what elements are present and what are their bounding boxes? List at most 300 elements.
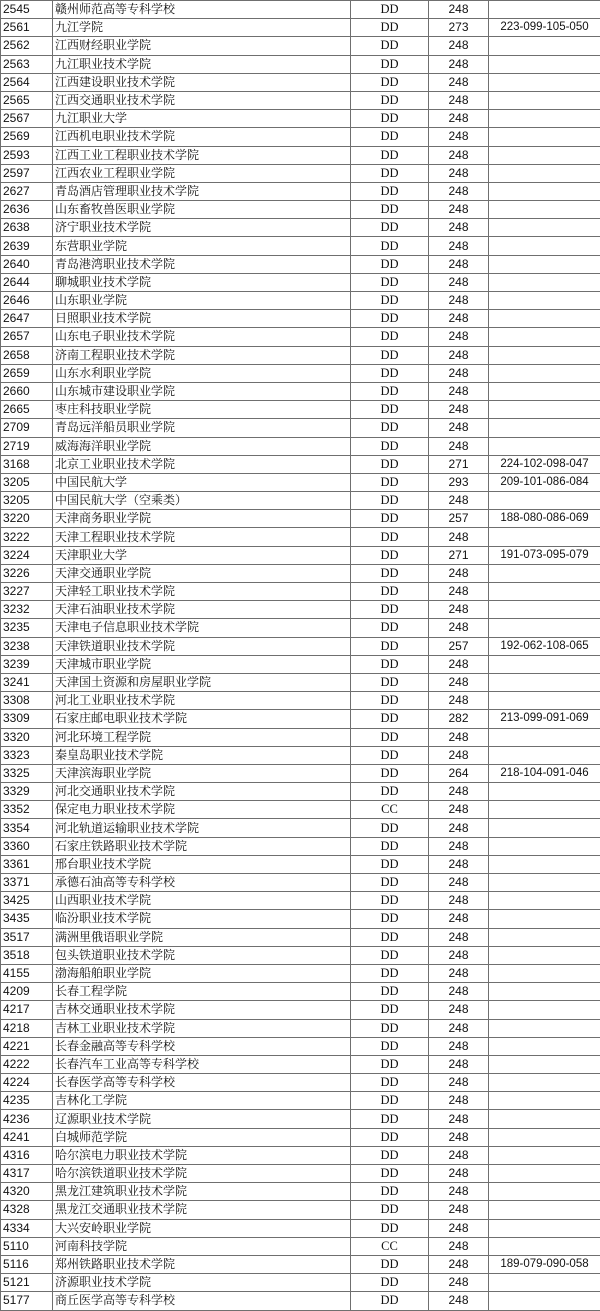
school-name-cell: 济南工程职业技术学院 <box>53 346 351 364</box>
level-cell: DD <box>351 91 429 109</box>
table-row <box>1 255 600 273</box>
school-code-cell: 4224 <box>1 1074 53 1092</box>
extra-scores-cell <box>489 1146 600 1164</box>
table-row <box>1 601 600 619</box>
score-cell: 248 <box>429 983 489 1001</box>
score-cell: 271 <box>429 455 489 473</box>
level-cell: DD <box>351 328 429 346</box>
table-row <box>1 492 600 510</box>
school-code-cell: 3205 <box>1 492 53 510</box>
table-row <box>1 892 600 910</box>
school-name-cell: 满洲里俄语职业学院 <box>53 928 351 946</box>
extra-scores-cell <box>489 292 600 310</box>
school-code-cell: 3320 <box>1 728 53 746</box>
level-cell: DD <box>351 419 429 437</box>
extra-scores-cell <box>489 583 600 601</box>
score-cell: 248 <box>429 492 489 510</box>
school-name-cell: 天津轻工职业技术学院 <box>53 583 351 601</box>
table-row <box>1 583 600 601</box>
school-name-cell: 大兴安岭职业学院 <box>53 1219 351 1237</box>
table-row <box>1 55 600 73</box>
level-cell: DD <box>351 619 429 637</box>
school-name-cell: 石家庄邮电职业技术学院 <box>53 710 351 728</box>
school-code-cell: 3235 <box>1 619 53 637</box>
school-name-cell: 吉林化工学院 <box>53 1092 351 1110</box>
table-row <box>1 1128 600 1146</box>
school-code-cell: 3325 <box>1 764 53 782</box>
score-cell: 248 <box>429 837 489 855</box>
score-cell: 248 <box>429 273 489 291</box>
school-name-cell: 邢台职业技术学院 <box>53 855 351 873</box>
extra-scores-cell <box>489 1128 600 1146</box>
extra-scores-cell: 224-102-098-047 <box>489 455 600 473</box>
level-cell: DD <box>351 219 429 237</box>
extra-scores-cell <box>489 855 600 873</box>
score-cell: 248 <box>429 601 489 619</box>
level-cell: DD <box>351 1 429 19</box>
level-cell: DD <box>351 710 429 728</box>
extra-scores-cell: 192-062-108-065 <box>489 637 600 655</box>
level-cell: DD <box>351 583 429 601</box>
table-row <box>1 564 600 582</box>
school-name-cell: 江西财经职业学院 <box>53 37 351 55</box>
school-name-cell: 长春医学高等专科学校 <box>53 1074 351 1092</box>
level-cell: DD <box>351 273 429 291</box>
school-name-cell: 保定电力职业技术学院 <box>53 801 351 819</box>
level-cell: DD <box>351 182 429 200</box>
school-code-cell: 4218 <box>1 1019 53 1037</box>
table-row <box>1 1019 600 1037</box>
school-code-cell: 3354 <box>1 819 53 837</box>
table-row <box>1 1055 600 1073</box>
school-name-cell: 河南科技学院 <box>53 1237 351 1255</box>
extra-scores-cell <box>489 928 600 946</box>
school-name-cell: 河北交通职业技术学院 <box>53 783 351 801</box>
score-cell: 248 <box>429 292 489 310</box>
school-code-cell: 5177 <box>1 1292 53 1310</box>
school-code-cell: 3241 <box>1 673 53 691</box>
school-code-cell: 3323 <box>1 746 53 764</box>
school-name-cell: 东营职业学院 <box>53 237 351 255</box>
level-cell: DD <box>351 1255 429 1273</box>
extra-scores-cell <box>489 746 600 764</box>
school-name-cell: 中国民航大学 <box>53 473 351 491</box>
school-name-cell: 河北工业职业技术学院 <box>53 692 351 710</box>
school-name-cell: 山东城市建设职业学院 <box>53 382 351 400</box>
level-cell: DD <box>351 1146 429 1164</box>
score-cell: 248 <box>429 910 489 928</box>
table-row <box>1 73 600 91</box>
score-cell: 257 <box>429 637 489 655</box>
school-code-cell: 2660 <box>1 382 53 400</box>
score-cell: 248 <box>429 528 489 546</box>
school-code-cell: 2564 <box>1 73 53 91</box>
extra-scores-cell <box>489 692 600 710</box>
score-cell: 248 <box>429 619 489 637</box>
extra-scores-cell <box>489 182 600 200</box>
score-cell: 248 <box>429 419 489 437</box>
school-name-cell: 威海海洋职业学院 <box>53 437 351 455</box>
school-code-cell: 4217 <box>1 1001 53 1019</box>
school-code-cell: 4334 <box>1 1219 53 1237</box>
extra-scores-cell: 209-101-086-084 <box>489 473 600 491</box>
level-cell: DD <box>351 928 429 946</box>
score-cell: 248 <box>429 1037 489 1055</box>
level-cell: DD <box>351 292 429 310</box>
level-cell: DD <box>351 819 429 837</box>
table-row <box>1 346 600 364</box>
table-row <box>1 546 600 564</box>
school-code-cell: 3309 <box>1 710 53 728</box>
score-cell: 248 <box>429 201 489 219</box>
extra-scores-cell <box>489 146 600 164</box>
score-cell: 248 <box>429 1092 489 1110</box>
level-cell: DD <box>351 492 429 510</box>
school-code-cell: 2644 <box>1 273 53 291</box>
score-cell: 248 <box>429 310 489 328</box>
level-cell: DD <box>351 455 429 473</box>
extra-scores-cell <box>489 1 600 19</box>
school-code-cell: 2640 <box>1 255 53 273</box>
level-cell: DD <box>351 164 429 182</box>
table-row <box>1 1219 600 1237</box>
school-code-cell: 3227 <box>1 583 53 601</box>
table-row <box>1 91 600 109</box>
extra-scores-cell <box>489 437 600 455</box>
school-code-cell: 3352 <box>1 801 53 819</box>
score-cell: 248 <box>429 1237 489 1255</box>
table-row <box>1 182 600 200</box>
school-code-cell: 3168 <box>1 455 53 473</box>
table-row <box>1 110 600 128</box>
table-row <box>1 673 600 691</box>
table-row <box>1 128 600 146</box>
level-cell: DD <box>351 946 429 964</box>
school-code-cell: 2561 <box>1 19 53 37</box>
school-code-cell: 3239 <box>1 655 53 673</box>
table-row <box>1 837 600 855</box>
level-cell: DD <box>351 983 429 1001</box>
school-name-cell: 商丘医学高等专科学校 <box>53 1292 351 1310</box>
level-cell: DD <box>351 1183 429 1201</box>
school-code-cell: 2659 <box>1 364 53 382</box>
school-code-cell: 4328 <box>1 1201 53 1219</box>
extra-scores-cell: 213-099-091-069 <box>489 710 600 728</box>
school-name-cell: 江西交通职业技术学院 <box>53 91 351 109</box>
score-cell: 248 <box>429 328 489 346</box>
table-row <box>1 1292 600 1310</box>
school-name-cell: 吉林工业职业技术学院 <box>53 1019 351 1037</box>
school-code-cell: 2647 <box>1 310 53 328</box>
table-row <box>1 874 600 892</box>
school-code-cell: 2569 <box>1 128 53 146</box>
score-cell: 248 <box>429 1183 489 1201</box>
extra-scores-cell <box>489 419 600 437</box>
school-name-cell: 山西职业技术学院 <box>53 892 351 910</box>
extra-scores-cell <box>489 1274 600 1292</box>
extra-scores-cell <box>489 1074 600 1092</box>
school-name-cell: 山东电子职业技术学院 <box>53 328 351 346</box>
school-name-cell: 中国民航大学（空乘类） <box>53 492 351 510</box>
school-code-cell: 4316 <box>1 1146 53 1164</box>
extra-scores-cell <box>489 783 600 801</box>
school-code-cell: 2638 <box>1 219 53 237</box>
school-name-cell: 天津石油职业技术学院 <box>53 601 351 619</box>
school-name-cell: 哈尔滨电力职业技术学院 <box>53 1146 351 1164</box>
school-code-cell: 2719 <box>1 437 53 455</box>
level-cell: DD <box>351 1074 429 1092</box>
extra-scores-cell <box>489 1055 600 1073</box>
extra-scores-cell <box>489 619 600 637</box>
school-code-cell: 3517 <box>1 928 53 946</box>
table-row <box>1 328 600 346</box>
score-cell: 248 <box>429 55 489 73</box>
school-name-cell: 赣州师范高等专科学校 <box>53 1 351 19</box>
extra-scores-cell <box>489 874 600 892</box>
extra-scores-cell <box>489 1183 600 1201</box>
level-cell: DD <box>351 1110 429 1128</box>
score-cell: 248 <box>429 1001 489 1019</box>
table-row <box>1 201 600 219</box>
extra-scores-cell <box>489 237 600 255</box>
extra-scores-cell: 223-099-105-050 <box>489 19 600 37</box>
extra-scores-cell <box>489 128 600 146</box>
score-cell: 248 <box>429 1019 489 1037</box>
table-row <box>1 855 600 873</box>
school-name-cell: 日照职业技术学院 <box>53 310 351 328</box>
school-name-cell: 河北轨道运输职业技术学院 <box>53 819 351 837</box>
table-row <box>1 1110 600 1128</box>
school-name-cell: 北京工业职业技术学院 <box>53 455 351 473</box>
table-row <box>1 1237 600 1255</box>
table-row <box>1 819 600 837</box>
table-row <box>1 1146 600 1164</box>
school-code-cell: 2597 <box>1 164 53 182</box>
extra-scores-cell <box>489 1165 600 1183</box>
table-row <box>1 983 600 1001</box>
score-cell: 271 <box>429 546 489 564</box>
score-cell: 248 <box>429 964 489 982</box>
extra-scores-cell <box>489 983 600 1001</box>
school-code-cell: 3518 <box>1 946 53 964</box>
table-row <box>1 728 600 746</box>
table-row <box>1 1201 600 1219</box>
level-cell: DD <box>351 1165 429 1183</box>
score-cell: 248 <box>429 1 489 19</box>
table-row <box>1 437 600 455</box>
level-cell: DD <box>351 37 429 55</box>
score-cell: 248 <box>429 91 489 109</box>
extra-scores-cell <box>489 73 600 91</box>
school-code-cell: 3360 <box>1 837 53 855</box>
score-cell: 248 <box>429 946 489 964</box>
level-cell: DD <box>351 564 429 582</box>
extra-scores-cell <box>489 964 600 982</box>
extra-scores-cell: 189-079-090-058 <box>489 1255 600 1273</box>
score-cell: 248 <box>429 673 489 691</box>
table-row <box>1 419 600 437</box>
table-row <box>1 310 600 328</box>
score-cell: 248 <box>429 401 489 419</box>
table-row <box>1 1092 600 1110</box>
school-code-cell: 5121 <box>1 1274 53 1292</box>
level-cell: DD <box>351 146 429 164</box>
extra-scores-cell <box>489 837 600 855</box>
level-cell: DD <box>351 255 429 273</box>
school-name-cell: 天津职业大学 <box>53 546 351 564</box>
score-cell: 248 <box>429 874 489 892</box>
table-row <box>1 801 600 819</box>
score-cell: 248 <box>429 1201 489 1219</box>
extra-scores-cell <box>489 1237 600 1255</box>
level-cell: DD <box>351 892 429 910</box>
level-cell: DD <box>351 1128 429 1146</box>
school-code-cell: 2627 <box>1 182 53 200</box>
school-name-cell: 天津铁道职业技术学院 <box>53 637 351 655</box>
score-cell: 248 <box>429 146 489 164</box>
table-row <box>1 1037 600 1055</box>
extra-scores-cell <box>489 110 600 128</box>
school-code-cell: 2563 <box>1 55 53 73</box>
score-cell: 248 <box>429 655 489 673</box>
score-cell: 248 <box>429 437 489 455</box>
score-cell: 248 <box>429 692 489 710</box>
table-row <box>1 619 600 637</box>
extra-scores-cell <box>489 1201 600 1219</box>
level-cell: DD <box>351 1219 429 1237</box>
level-cell: DD <box>351 473 429 491</box>
school-name-cell: 长春汽车工业高等专科学校 <box>53 1055 351 1073</box>
school-code-cell: 4320 <box>1 1183 53 1201</box>
level-cell: DD <box>351 382 429 400</box>
table-row <box>1 1001 600 1019</box>
school-code-cell: 3238 <box>1 637 53 655</box>
level-cell: DD <box>351 728 429 746</box>
table-row <box>1 455 600 473</box>
level-cell: CC <box>351 1237 429 1255</box>
table-row <box>1 710 600 728</box>
level-cell: DD <box>351 128 429 146</box>
score-cell: 248 <box>429 128 489 146</box>
school-name-cell: 吉林交通职业技术学院 <box>53 1001 351 1019</box>
school-code-cell: 2639 <box>1 237 53 255</box>
school-name-cell: 江西建设职业技术学院 <box>53 73 351 91</box>
school-code-cell: 3329 <box>1 783 53 801</box>
table-row <box>1 764 600 782</box>
level-cell: DD <box>351 1201 429 1219</box>
school-name-cell: 聊城职业技术学院 <box>53 273 351 291</box>
level-cell: DD <box>351 692 429 710</box>
level-cell: DD <box>351 1092 429 1110</box>
level-cell: DD <box>351 1019 429 1037</box>
table-row <box>1 292 600 310</box>
table-row <box>1 37 600 55</box>
school-name-cell: 长春金融高等专科学校 <box>53 1037 351 1055</box>
extra-scores-cell <box>489 310 600 328</box>
extra-scores-cell <box>489 91 600 109</box>
extra-scores-cell <box>489 328 600 346</box>
table-row <box>1 783 600 801</box>
school-name-cell: 山东水利职业学院 <box>53 364 351 382</box>
level-cell: DD <box>351 110 429 128</box>
level-cell: DD <box>351 855 429 873</box>
school-code-cell: 2562 <box>1 37 53 55</box>
school-name-cell: 天津滨海职业学院 <box>53 764 351 782</box>
table-row <box>1 964 600 982</box>
score-cell: 248 <box>429 928 489 946</box>
level-cell: DD <box>351 437 429 455</box>
school-name-cell: 天津交通职业学院 <box>53 564 351 582</box>
school-name-cell: 承德石油高等专科学校 <box>53 874 351 892</box>
extra-scores-cell <box>489 1292 600 1310</box>
level-cell: DD <box>351 673 429 691</box>
score-cell: 282 <box>429 710 489 728</box>
school-name-cell: 九江学院 <box>53 19 351 37</box>
extra-scores-cell: 191-073-095-079 <box>489 546 600 564</box>
extra-scores-cell <box>489 1110 600 1128</box>
level-cell: CC <box>351 801 429 819</box>
school-code-cell: 4222 <box>1 1055 53 1073</box>
extra-scores-cell <box>489 401 600 419</box>
school-code-cell: 5110 <box>1 1237 53 1255</box>
score-cell: 248 <box>429 37 489 55</box>
table-row <box>1 746 600 764</box>
score-cell: 248 <box>429 1146 489 1164</box>
school-code-cell: 3222 <box>1 528 53 546</box>
table-row <box>1 273 600 291</box>
extra-scores-cell <box>489 55 600 73</box>
table-row <box>1 1183 600 1201</box>
school-code-cell: 3425 <box>1 892 53 910</box>
level-cell: DD <box>351 655 429 673</box>
level-cell: DD <box>351 874 429 892</box>
school-code-cell: 3371 <box>1 874 53 892</box>
extra-scores-cell <box>489 364 600 382</box>
table-row <box>1 364 600 382</box>
score-cell: 248 <box>429 1255 489 1273</box>
score-cell: 248 <box>429 819 489 837</box>
level-cell: DD <box>351 601 429 619</box>
extra-scores-cell <box>489 1001 600 1019</box>
extra-scores-cell <box>489 564 600 582</box>
score-cell: 264 <box>429 764 489 782</box>
table-row <box>1 473 600 491</box>
level-cell: DD <box>351 401 429 419</box>
school-name-cell: 山东职业学院 <box>53 292 351 310</box>
school-code-cell: 2665 <box>1 401 53 419</box>
table-row <box>1 382 600 400</box>
school-code-cell: 4155 <box>1 964 53 982</box>
school-name-cell: 济源职业技术学院 <box>53 1274 351 1292</box>
table-row <box>1 910 600 928</box>
school-code-cell: 3435 <box>1 910 53 928</box>
table-row <box>1 237 600 255</box>
school-code-cell: 3361 <box>1 855 53 873</box>
level-cell: DD <box>351 1037 429 1055</box>
school-code-cell: 4241 <box>1 1128 53 1146</box>
table-row <box>1 219 600 237</box>
school-name-cell: 枣庄科技职业学院 <box>53 401 351 419</box>
extra-scores-cell <box>489 892 600 910</box>
level-cell: DD <box>351 1274 429 1292</box>
score-cell: 257 <box>429 510 489 528</box>
score-cell: 248 <box>429 1074 489 1092</box>
table-row <box>1 1165 600 1183</box>
score-cell: 248 <box>429 1128 489 1146</box>
score-cell: 248 <box>429 1055 489 1073</box>
school-code-cell: 4221 <box>1 1037 53 1055</box>
school-code-cell: 2658 <box>1 346 53 364</box>
